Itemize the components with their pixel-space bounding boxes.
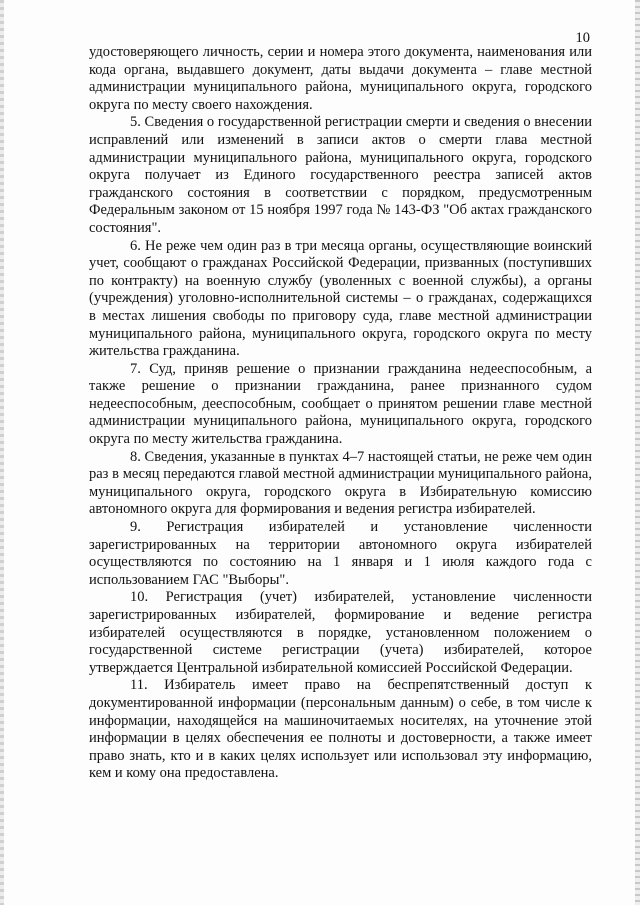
paragraph-5: 5. Сведения о государственной регистрации смерти и сведения о внесении исправлений или изменений в записи актов о смерти глава местной администрации муниципального района, муниципального округа, городского округа получает из Единого государственного реестра записей актов гражданского состояния в соответствии с порядком, предусмотренным Федеральным законом от 15 ноября 1997 года № 143-ФЗ "Об актах гражданского состояния". [89, 114, 592, 236]
paragraph-8: 8. Сведения, указанные в пунктах 4–7 настоящей статьи, не реже чем один раз в месяц передаются главой местной администрации муниципального района, муниципального округа, городского округа в Избирательную комиссию автономного округа для формирования и ведения регистра избирателей. [89, 448, 592, 518]
page-number: 10 [575, 30, 590, 46]
paragraph-7: 7. Суд, приняв решение о признании гражданина недееспособным, а также решение о признании гражданина, ранее признанного судом недееспособным, дееспособным, сообщает о принятом решении главе местной администрации муниципального района, муниципального округа, городского округа по месту жительства гражданина. [89, 360, 592, 448]
document-body [89, 44, 592, 783]
paragraph-continuation: удостоверяющего личность, серии и номера этого документа, наименования или кода органа, выдавшего документ, даты выдачи документа – главе местной администрации муниципального района, муниципального округа, городского округа по месту своего нахождения. [89, 44, 592, 113]
paragraph-10: 10. Регистрация (учет) избирателей, установление численности зарегистрированных избирателей, формирование и ведение регистра избирателей осуществляются в порядке, установленном положением о государственной системе регистрации (учета) избирателей, которое утверждается Центральной избирательной комиссией Российской Федерации. [89, 589, 592, 676]
paragraph-9: 9. Регистрация избирателей и установление численности зарегистрированных на территории автономного округа избирателей осуществляются по состоянию на 1 января и 1 июля каждого года с использованием ГАС "Выборы". [89, 519, 592, 588]
scan-edge-left [0, 0, 4, 905]
paragraph-6: 6. Не реже чем один раз в три месяца органы, осуществляющие воинский учет, сообщают о гражданах Российской Федерации, призванных (поступивших по контракту) на военную службу (уволенных с военной службы), а органы (учреждения) уголовно-исполнительной системы – о гражданах, содержащихся в местах лишения свободы по приговору суда, главе местной администрации муниципального района, муниципального округа, городского округа по месту жительства гражданина. [89, 237, 592, 360]
scan-edge-right [635, 0, 640, 905]
paragraph-11: 11. Избиратель имеет право на беспрепятственный доступ к документированной информации (персональным данным) о себе, в том числе к информации, находящейся на машиночитаемых носителях, на уточнение этой информации в целях обеспечения ее полноты и достоверности, а также имеет право знать, кто и в каких целях использует или использовал эту информацию, кем и кому она предоставлена. [89, 677, 592, 782]
